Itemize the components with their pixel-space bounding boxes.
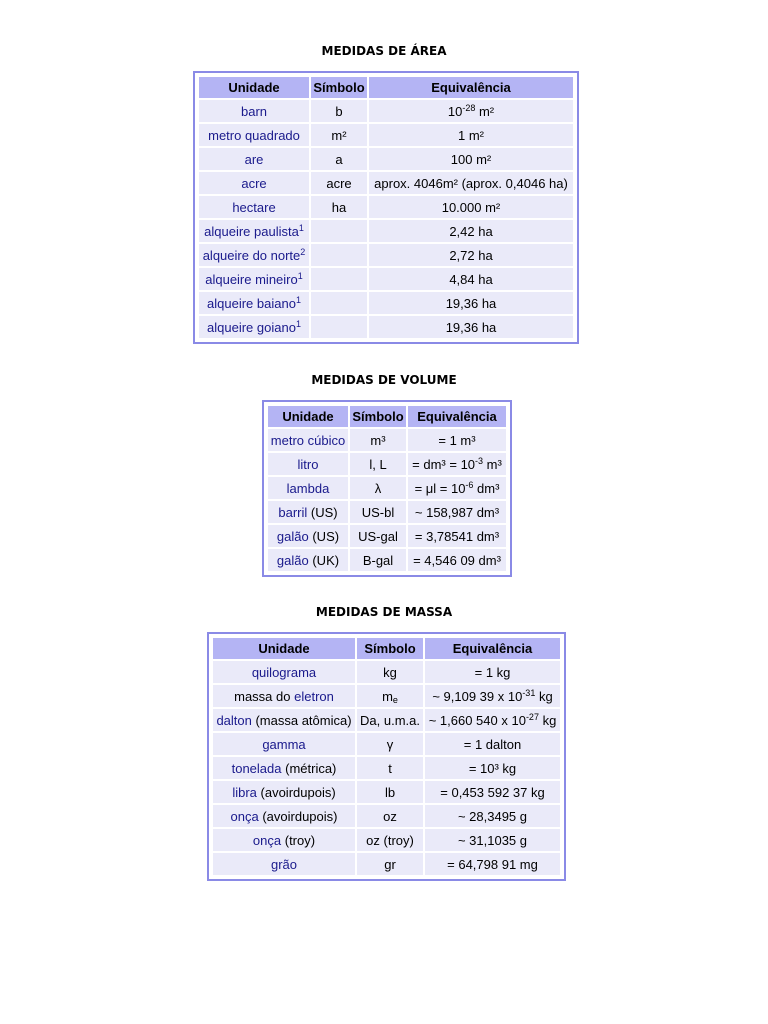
cell-unidade <box>213 661 355 683</box>
unit-link[interactable]: barn <box>240 103 268 119</box>
footnote-marker: 1 <box>297 270 303 281</box>
unit-qualifier: (US) <box>307 504 338 520</box>
unit-qualifier: (avoirdupois) <box>258 808 338 824</box>
unit-link[interactable]: alqueire do norte <box>202 247 301 263</box>
volume-table <box>262 400 512 577</box>
cell-simbolo <box>357 805 423 827</box>
exponent: -28 <box>462 102 476 113</box>
symbol-text: gr <box>384 856 396 872</box>
cell-unidade <box>268 549 348 571</box>
cell-unidade[interactable] <box>199 196 309 218</box>
cell-equivalencia <box>369 244 573 266</box>
table-row <box>268 501 506 523</box>
exponent: -3 <box>475 455 484 466</box>
table-row <box>213 805 560 827</box>
table-row <box>199 292 573 314</box>
equivalence-text: = μl = 10 <box>414 480 466 496</box>
table-row <box>213 829 560 851</box>
cell-unidade <box>213 805 355 827</box>
equivalence-text: = dm³ = 10 <box>412 456 476 472</box>
equivalence-text: 10.000 m² <box>441 199 501 215</box>
table-row <box>213 781 560 803</box>
unit-link[interactable]: metro cúbico <box>270 432 346 448</box>
header-equivalencia: Equivalência <box>425 638 560 659</box>
footnote-marker: 1 <box>295 318 301 329</box>
unit-link[interactable]: gamma <box>262 736 306 752</box>
cell-unidade <box>268 453 348 475</box>
symbol-text: t <box>388 760 392 776</box>
unit-link[interactable]: quilograma <box>251 664 317 680</box>
equivalence-text: 2,42 ha <box>449 223 493 239</box>
cell-equivalencia <box>369 316 573 338</box>
cell-simbolo <box>311 316 367 338</box>
symbol-text: m <box>382 688 393 704</box>
cell-simbolo: B-gal <box>350 549 406 571</box>
cell-equivalencia <box>408 477 506 499</box>
unit-link[interactable]: dalton <box>216 712 252 728</box>
mass-table <box>207 632 566 881</box>
cell-equivalencia <box>408 501 506 523</box>
cell-unidade <box>268 429 348 451</box>
table-row <box>268 525 506 547</box>
unit-qualifier: (troy) <box>281 832 316 848</box>
header-equivalencia: Equivalência <box>408 406 506 427</box>
cell-equivalencia <box>369 100 573 122</box>
header-unidade: Unidade <box>268 406 348 427</box>
cell-equivalencia <box>425 685 560 707</box>
symbol-text: kg <box>383 664 397 680</box>
equivalence-unit: dm³ <box>473 480 500 496</box>
header-unidade: Unidade <box>213 638 355 659</box>
exponent: -6 <box>465 479 474 490</box>
cell-equivalencia <box>425 805 560 827</box>
cell-simbolo <box>357 685 423 707</box>
cell-equivalencia <box>408 453 506 475</box>
equivalence-text: = 0,453 592 37 kg <box>440 784 545 800</box>
exponent: -27 <box>525 711 539 722</box>
unit-link[interactable]: galão <box>276 552 309 568</box>
cell-equivalencia <box>369 124 573 146</box>
cell-unidade[interactable] <box>199 292 309 314</box>
cell-unidade <box>213 781 355 803</box>
cell-equivalencia <box>369 172 573 194</box>
cell-equivalencia <box>425 853 560 875</box>
cell-equivalencia <box>369 292 573 314</box>
cell-unidade[interactable] <box>199 124 309 146</box>
unit-link[interactable]: are <box>244 151 264 167</box>
cell-equivalencia <box>408 549 506 571</box>
cell-unidade <box>213 685 355 707</box>
cell-unidade <box>268 477 348 499</box>
cell-unidade <box>213 757 355 779</box>
table-row <box>213 733 560 755</box>
table-row <box>199 316 573 338</box>
equivalence-text: = 1 dalton <box>463 736 522 752</box>
equivalence-text: aprox. 4046m² (aprox. 0,4046 ha) <box>374 175 568 191</box>
cell-unidade <box>268 525 348 547</box>
footnote-marker: 1 <box>298 222 304 233</box>
cell-unidade[interactable] <box>199 316 309 338</box>
cell-simbolo: US-gal <box>350 525 406 547</box>
unit-link[interactable]: litro <box>297 456 319 472</box>
cell-unidade <box>213 709 355 731</box>
table-row <box>213 661 560 683</box>
cell-unidade <box>213 829 355 851</box>
equivalence-text: = 64,798 91 mg <box>447 856 538 872</box>
equivalence-text: ~ 31,1035 g <box>457 832 528 848</box>
unit-link[interactable]: alqueire goiano <box>207 319 296 335</box>
unit-link[interactable]: hectare <box>232 199 276 215</box>
equivalence-text: 4,84 ha <box>449 271 493 287</box>
equivalence-text: 100 m² <box>450 151 492 167</box>
table-row <box>199 172 573 194</box>
cell-unidade <box>213 733 355 755</box>
table-row <box>213 853 560 875</box>
unit-link[interactable]: lambda <box>286 480 330 496</box>
cell-simbolo: m³ <box>350 429 406 451</box>
unit-qualifier: (UK) <box>308 552 340 568</box>
equivalence-text: 19,36 ha <box>445 319 497 335</box>
equivalence-text: = 3,78541 dm³ <box>414 528 500 544</box>
unit-qualifier: (US) <box>308 528 340 544</box>
cell-unidade[interactable] <box>199 244 309 266</box>
cell-unidade <box>213 853 355 875</box>
cell-equivalencia <box>425 757 560 779</box>
area-table <box>193 71 579 344</box>
unit-link[interactable]: barril <box>278 504 308 520</box>
unit-qualifier: (massa atômica) <box>251 712 352 728</box>
cell-simbolo: US-bl <box>350 501 406 523</box>
table-row <box>268 477 506 499</box>
cell-simbolo <box>357 757 423 779</box>
footnote-marker: 2 <box>300 246 306 257</box>
mass-title: MEDIDAS DE MASSA <box>315 605 453 619</box>
cell-simbolo <box>357 781 423 803</box>
cell-unidade[interactable] <box>199 220 309 242</box>
symbol-text: oz <box>383 808 397 824</box>
equivalence-unit: m² <box>475 103 495 119</box>
table-row <box>268 453 506 475</box>
cell-unidade <box>268 501 348 523</box>
area-header-row <box>199 77 573 98</box>
area-title: MEDIDAS DE ÁREA <box>321 44 447 58</box>
cell-equivalencia <box>369 268 573 290</box>
symbol-text: Da, u.m.a. <box>360 712 420 728</box>
unit-link[interactable]: onça <box>252 832 282 848</box>
cell-simbolo <box>311 220 367 242</box>
header-simbolo: Símbolo <box>350 406 406 427</box>
table-row <box>199 244 573 266</box>
unit-link[interactable]: onça <box>230 808 259 824</box>
header-unidade: Unidade <box>199 77 309 98</box>
unit-link[interactable]: grão <box>270 856 298 872</box>
cell-equivalencia <box>425 709 560 731</box>
unit-qualifier: (avoirdupois) <box>256 784 336 800</box>
cell-simbolo: λ <box>350 477 406 499</box>
cell-simbolo: acre <box>311 172 367 194</box>
cell-simbolo <box>357 733 423 755</box>
table-row <box>199 124 573 146</box>
cell-simbolo <box>311 244 367 266</box>
symbol-text: γ <box>386 736 394 752</box>
cell-simbolo: a <box>311 148 367 170</box>
equivalence-text: = 10³ kg <box>468 760 517 776</box>
unit-link[interactable]: galão <box>276 528 309 544</box>
cell-equivalencia <box>425 781 560 803</box>
cell-simbolo <box>357 829 423 851</box>
cell-simbolo: b <box>311 100 367 122</box>
unit-link[interactable]: acre <box>241 175 267 191</box>
mass-header-row <box>213 638 560 659</box>
table-row <box>199 196 573 218</box>
equivalence-text: = 1 m³ <box>438 432 476 448</box>
table-row <box>199 268 573 290</box>
cell-equivalencia <box>425 829 560 851</box>
symbol-text: lb <box>384 784 396 800</box>
cell-equivalencia <box>425 733 560 755</box>
volume-title: MEDIDAS DE VOLUME <box>311 373 457 387</box>
unit-qualifier: (métrica) <box>281 760 337 776</box>
unit-prefix: massa do <box>234 688 295 704</box>
cell-simbolo: m² <box>311 124 367 146</box>
header-simbolo: Símbolo <box>357 638 423 659</box>
cell-simbolo <box>311 292 367 314</box>
equivalence-text: 19,36 ha <box>445 295 497 311</box>
symbol-subscript: e <box>392 694 398 705</box>
cell-equivalencia <box>369 220 573 242</box>
equivalence-text: 1 m² <box>458 127 484 143</box>
equivalence-text: 2,72 ha <box>449 247 493 263</box>
table-row <box>213 757 560 779</box>
equivalence-text: = 4,546 09 dm³ <box>413 552 501 568</box>
cell-simbolo <box>357 709 423 731</box>
cell-unidade[interactable] <box>199 100 309 122</box>
equivalence-text: = 1 kg <box>474 664 511 680</box>
table-row <box>199 100 573 122</box>
symbol-text: oz (troy) <box>366 832 414 848</box>
volume-header-row <box>268 406 506 427</box>
equivalence-text: ~ 9,109 39 x 10 <box>432 688 523 704</box>
cell-equivalencia <box>408 525 506 547</box>
cell-simbolo: ha <box>311 196 367 218</box>
unit-link[interactable]: metro quadrado <box>208 127 300 143</box>
cell-unidade[interactable] <box>199 268 309 290</box>
header-equivalencia: Equivalência <box>369 77 573 98</box>
cell-simbolo <box>311 268 367 290</box>
unit-link[interactable]: alqueire paulista <box>204 223 299 239</box>
equivalence-text: ~ 158,987 dm³ <box>414 504 500 520</box>
cell-simbolo <box>357 661 423 683</box>
table-row <box>213 685 560 707</box>
exponent: -31 <box>522 687 536 698</box>
equivalence-text: ~ 1,660 540 x 10 <box>428 712 526 728</box>
table-row <box>213 709 560 731</box>
table-row <box>268 549 506 571</box>
table-row <box>199 220 573 242</box>
equivalence-unit: kg <box>535 688 553 704</box>
cell-equivalencia <box>425 661 560 683</box>
equivalence-text: 10 <box>447 103 463 119</box>
table-row <box>199 148 573 170</box>
cell-unidade[interactable] <box>199 172 309 194</box>
cell-equivalencia <box>369 196 573 218</box>
unit-link[interactable]: alqueire baiano <box>207 295 296 311</box>
cell-unidade[interactable] <box>199 148 309 170</box>
equivalence-text: ~ 28,3495 g <box>457 808 528 824</box>
cell-simbolo <box>357 853 423 875</box>
footnote-marker: 1 <box>295 294 301 305</box>
cell-simbolo: l, L <box>350 453 406 475</box>
table-row <box>268 429 506 451</box>
unit-link[interactable]: alqueire mineiro <box>205 271 298 287</box>
cell-equivalencia <box>369 148 573 170</box>
unit-link[interactable]: libra <box>232 784 257 800</box>
equivalence-unit: kg <box>538 712 557 728</box>
header-simbolo: Símbolo <box>311 77 367 98</box>
unit-link[interactable]: eletron <box>294 688 334 704</box>
equivalence-unit: m³ <box>483 456 502 472</box>
unit-link[interactable]: tonelada <box>231 760 282 776</box>
cell-equivalencia <box>408 429 506 451</box>
